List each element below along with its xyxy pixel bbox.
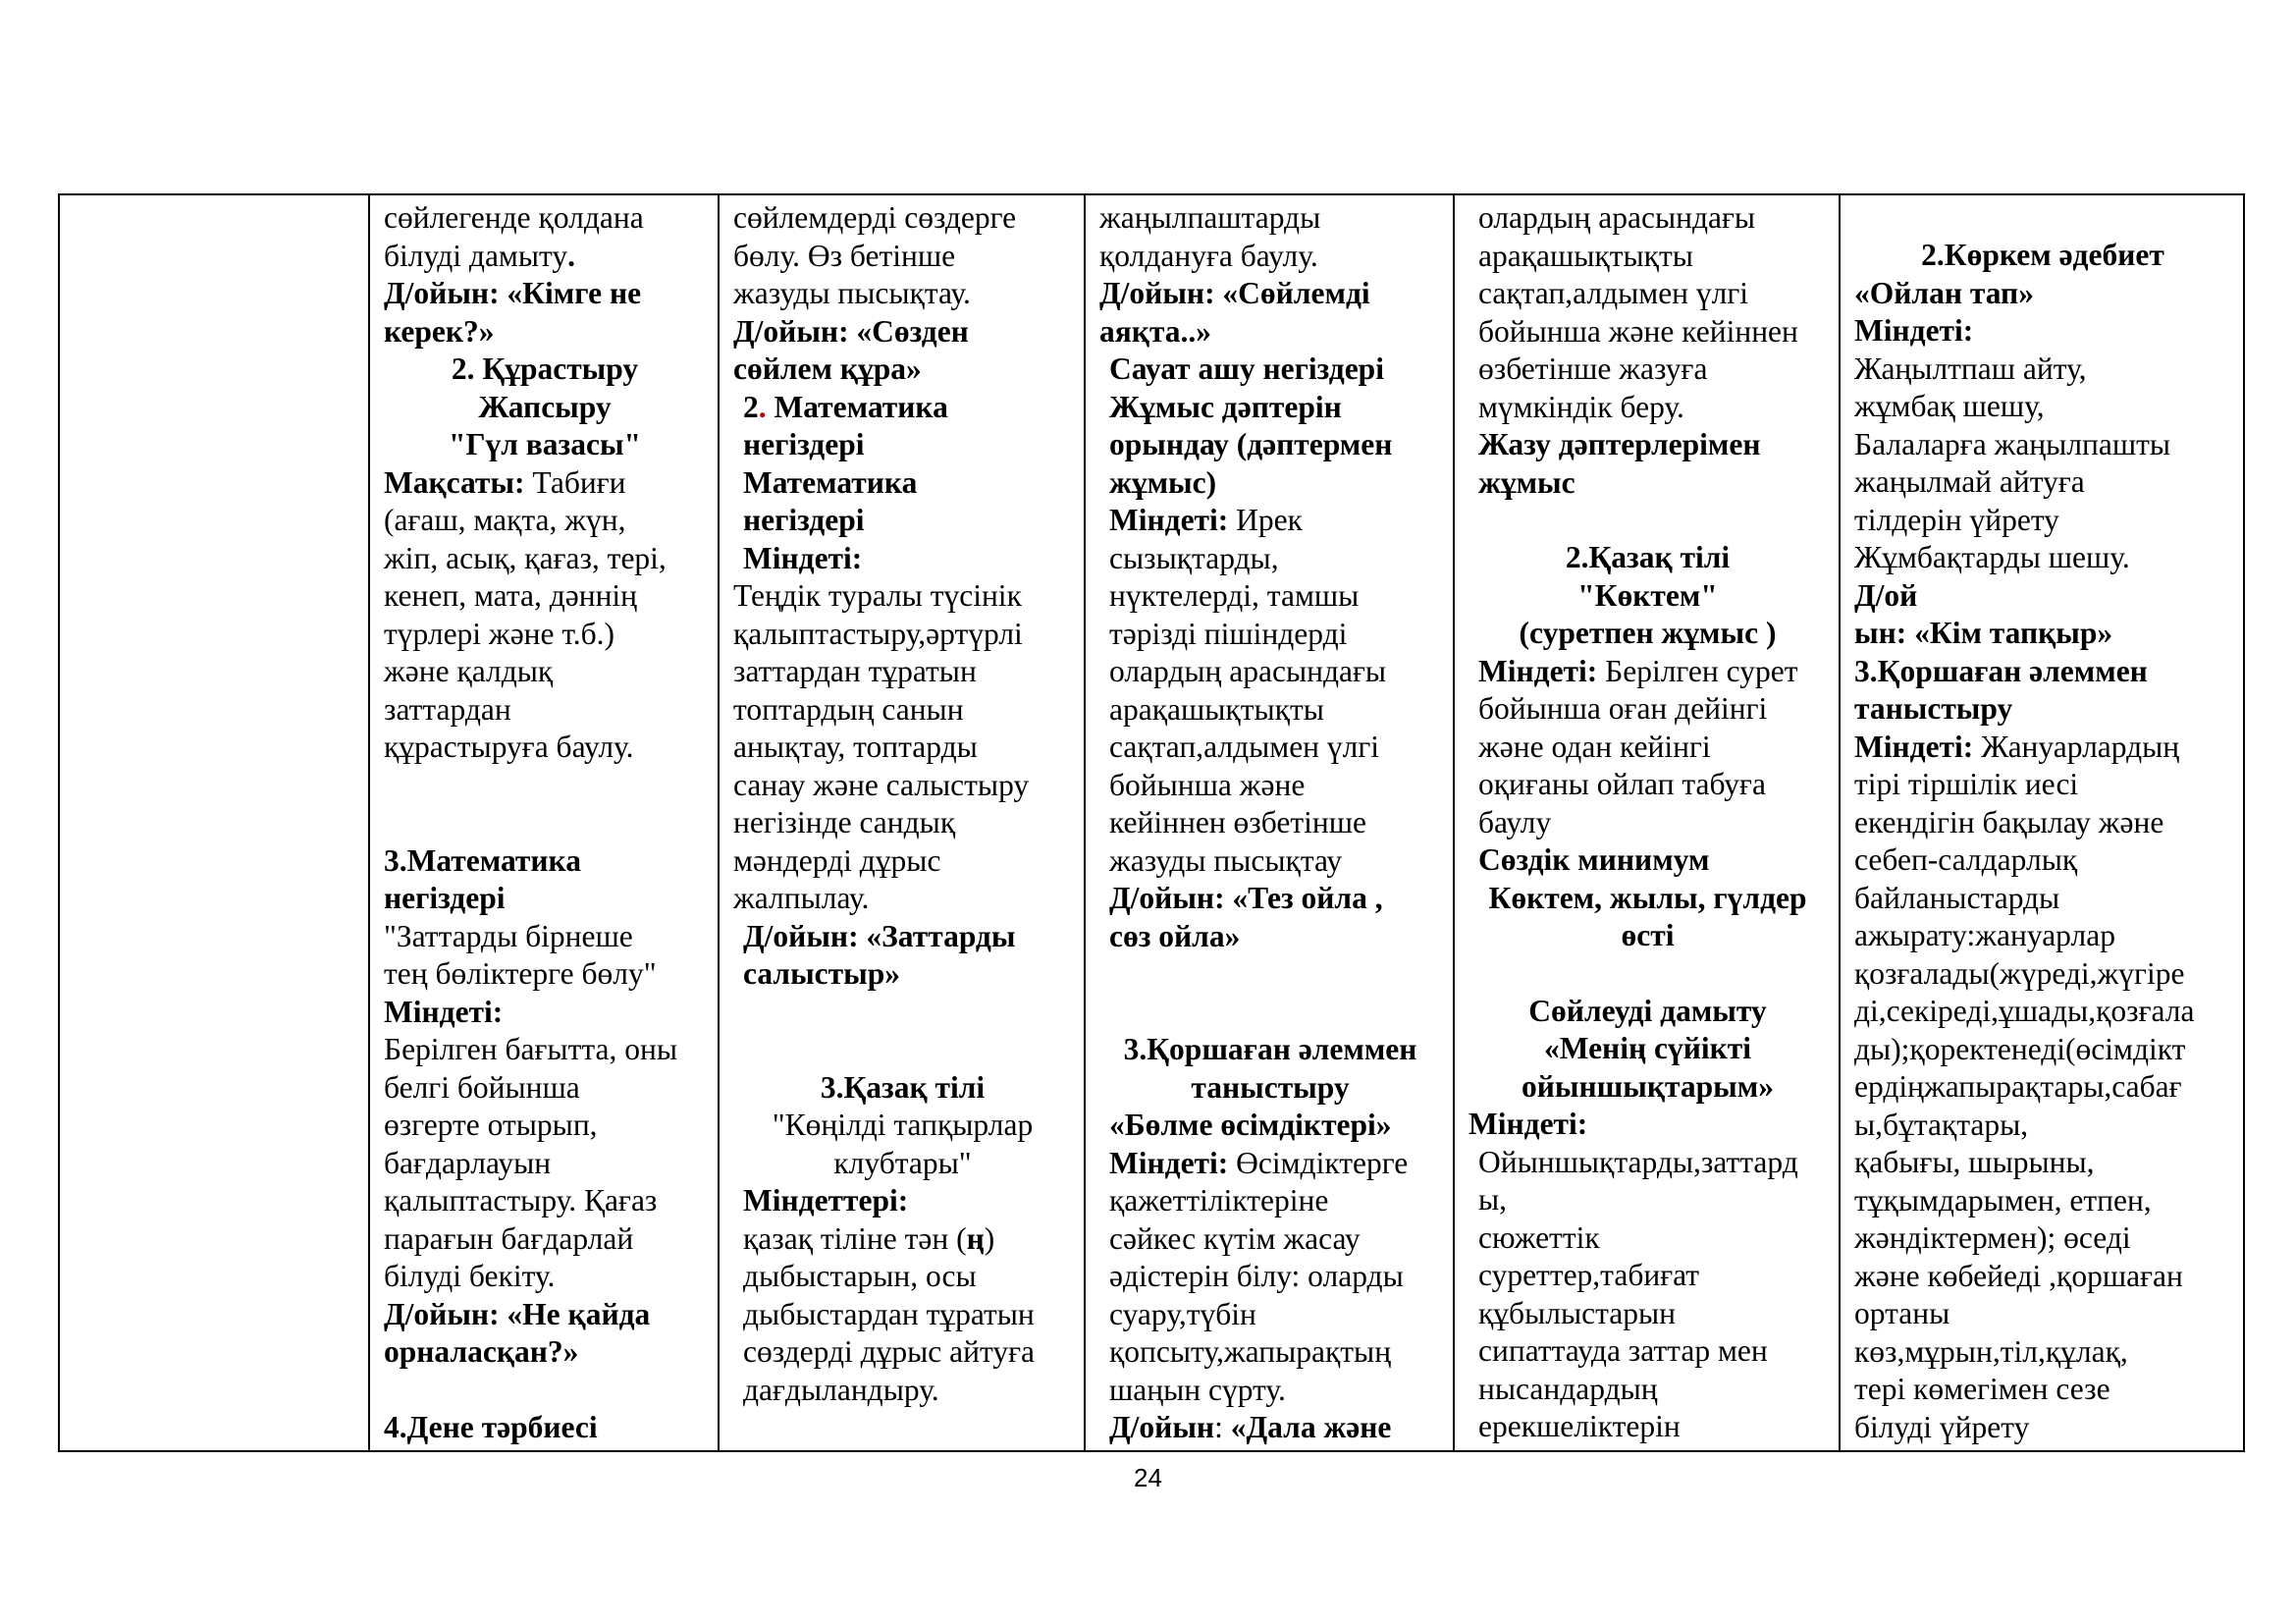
section-heading: Сөйлеуді дамыту bbox=[1528, 993, 1767, 1028]
section-heading: 4.Дене тәрбиесі bbox=[384, 1409, 598, 1444]
table-row bbox=[59, 194, 2244, 1451]
section-heading: 2.Көркем әдебиет bbox=[1921, 238, 2164, 272]
section-heading: 3.Қазақ тілі bbox=[820, 1069, 986, 1105]
section-heading: Сауат ашу негіздері bbox=[1109, 352, 1384, 386]
section-heading: 3.Қоршаған әлеммен bbox=[1123, 1032, 1417, 1066]
page-number: 24 bbox=[1134, 1463, 1162, 1492]
table-cell-col3: сөйлемдерді сөздерге бөлу. Өз бетінше жазуды пысықтау. Д/ойын: «Сөзден сөйлем құра» 2. Математика негіздері Математика негіздері Міндеті: Теңдік туралы түсінік қалыптастыру,әртүрлі заттардан тұратын топтардың санын анықтау, топтарды санау және салыстыру негізінде сандық мәндерді дұрыс жалпылау. Д/ойын: «Заттарды салыстыр» 3.Қазақ тілі "Көңілді тапқырлар клубтары" Міндеттері: қазақ тіліне тән (ң) дыбыстарын, осы дыбыстардан тұратын сөздерді дұрыс айтуға дағдыландыру. bbox=[719, 194, 1085, 1451]
section-heading: 2. Математика bbox=[743, 389, 948, 424]
table-cell-col6: 2.Көркем әдебиет «Ойлан тап» Міндеті: Жаңылтпаш айту, жұмбақ шешу, Балаларға жаңылпашты жаңылмай айтуға тілдерін үйрету Жұмбақтарды шешу. Д/ой ын: «Кім тапқыр» 3.Қоршаған әлеммен таныстыру Міндеті: Жануарлардың тірі тіршілік иесі екендігін бақылау және себеп-салдарлық байланыстарды ажырату:жануарлар қозғалады(жүреді,жүгіре ді,секіреді,ұшады,қозғала ды);қоректенеді(өсімдікт ердіңжапырақтары,сабағ ы,бұтақтары, қабығы, шырыны, тұқымдарымен, етпен, жәндіктермен); өседі және көбейеді ,қоршаған ортаны көз,мұрын,тіл,құлақ, тері көмегімен сезе білуді үйрету bbox=[1840, 194, 2244, 1451]
table-cell-col4: жаңылпаштарды қолдануға баулу. Д/ойын: «Сөйлемді аяқта..» Сауат ашу негіздері Жұмыс дәптерін орындау (дәптермен жұмыс) Міндеті: Ирек сызықтарды, нүктелерді, тамшы тәрізді пішіндерді олардың арасындағы арақашықтықты сақтап,алдымен үлгі бойынша және кейіннен өзбетінше жазуды пысықтау Д/ойын: «Тез ойла , сөз ойла» 3.Қоршаған әлеммен таныстыру «Бөлме өсімдіктері» Міндеті: Өсімдіктерге қажеттіліктеріне сәйкес күтім жасау әдістерін білу: оларды суару,түбін қопсыту,жапырақтың шаңын сүрту. Д/ойын: «Дала және bbox=[1085, 194, 1454, 1451]
table-cell-col2: сөйлегенде қолдана білуді дамыту. Д/ойын: «Кімге не керек?» 2. Құрастыру Жапсыру "Гүл вазасы" Мақсаты: Табиғи (ағаш, мақта, жүн, жіп, асық, қағаз, тері, кенеп, мата, дәннің түрлері және т.б.) және қалдық заттардан құрастыруға баулу. 3.Математика негіздері "Заттарды бірнеше тең бөліктерге бөлу" Міндеті: Берілген бағытта, оны белгі бойынша өзгерте отырып, бағдарлауын қалыптастыру. Қағаз парағын бағдарлай білуді бекіту. Д/ойын: «Не қайда орналасқан?» 4.Дене тәрбиесі bbox=[369, 194, 719, 1451]
empty-first-column-cell bbox=[59, 194, 369, 1451]
section-heading: 2.Қазақ тілі bbox=[1565, 540, 1731, 574]
lesson-plan-table bbox=[58, 193, 2245, 1452]
section-heading: 2. Құрастыру bbox=[451, 352, 639, 386]
table-cell-col5: олардың арасындағы арақашықтықты сақтап,алдымен үлгі бойынша және кейіннен өзбетінше жазуға мүмкіндік беру. Жазу дәптерлерімен жұмыс 2.Қазақ тілі "Көктем" (суретпен жұмыс ) Міндеті: Берілген сурет бойынша оған дейінгі және одан кейінгі оқиғаны ойлап табуға баулу Сөздік минимум Көктем, жылы, гүлдер өсті Сөйлеуді дамыту «Менің сүйікті ойыншықтарым» Міндеті: Ойыншықтарды,заттард ы, сюжеттік суреттер,табиғат құбылыстарын сипаттауда заттар мен нысандардың ерекшеліктерін bbox=[1454, 194, 1840, 1451]
section-heading: 3.Математика bbox=[384, 842, 581, 878]
section-heading: 3.Қоршаған әлеммен bbox=[1854, 653, 2148, 688]
